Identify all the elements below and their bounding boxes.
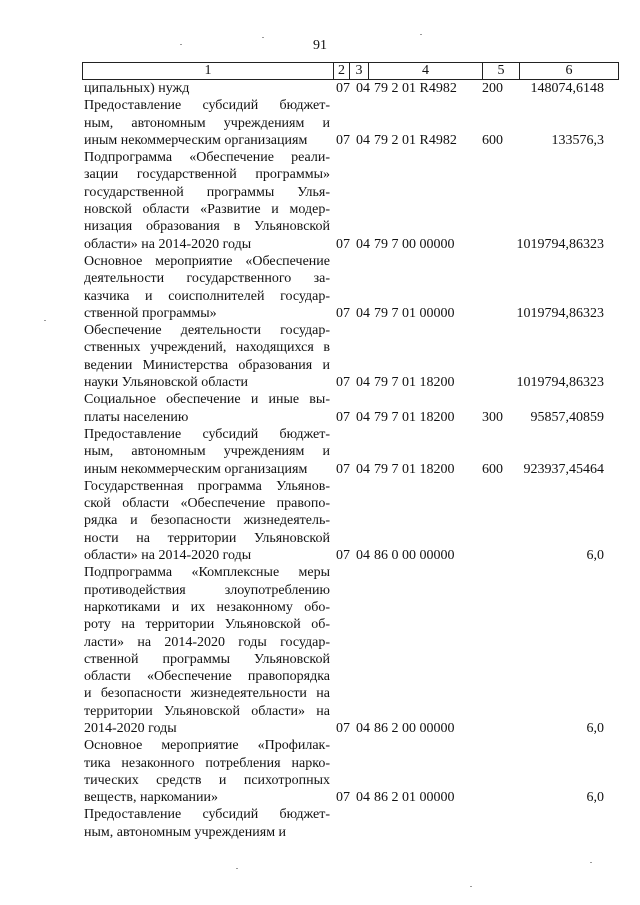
row-name-line: Подпрограмма «Обеспечение реали- <box>84 150 330 166</box>
row-name-line: низация образования в Ульяновской <box>84 219 330 235</box>
row-name-line: области «Обеспечение правопорядка <box>84 669 330 685</box>
row-amount: 923937,45464 <box>523 461 604 477</box>
expense-type-code: 200 <box>482 81 503 96</box>
column-header-name: 1 <box>83 63 334 80</box>
row-amount: 6,0 <box>586 548 604 564</box>
row-codes <box>336 461 512 478</box>
row-codes <box>336 720 512 737</box>
row-name-line: ным, автономным учреждениям и <box>84 824 287 840</box>
row-name-line: территории Ульяновской области» на <box>84 703 330 719</box>
section-code: 07 <box>336 236 350 252</box>
table-row <box>84 478 624 564</box>
row-amount: 1019794,86323 <box>516 375 604 391</box>
subsection-code: 04 <box>356 720 370 736</box>
target-article-code: 86 2 00 00000 <box>374 720 455 736</box>
section-code: 07 <box>336 132 350 148</box>
row-name-line: противодействия злоупотреблению <box>84 582 330 598</box>
expense-type-code: 600 <box>482 461 503 477</box>
row-name <box>84 391 330 426</box>
table-row <box>84 97 624 149</box>
row-name <box>84 806 330 841</box>
table-row <box>84 322 624 391</box>
table-row <box>84 806 624 841</box>
column-header-csr: 4 <box>369 63 483 80</box>
target-article-code: 79 7 01 00000 <box>374 305 455 321</box>
row-codes <box>336 824 512 841</box>
subsection-code: 04 <box>356 305 370 321</box>
section-code: 07 <box>336 375 350 391</box>
column-header-pr: 3 <box>350 63 369 80</box>
row-amount: 1019794,86323 <box>516 236 604 252</box>
row-name-line: ципальных) нужд <box>84 81 190 96</box>
row-name-line: роту на территории Ульяновской об- <box>84 617 330 633</box>
row-name-line: Социальное обеспечение и иные вы- <box>84 392 330 408</box>
row-name-line: области» на 2014-2020 годы <box>84 548 252 564</box>
target-article-code: 79 2 01 R4982 <box>374 132 457 148</box>
row-name <box>84 426 330 478</box>
section-code: 07 <box>336 461 350 477</box>
subsection-code: 04 <box>356 461 370 477</box>
table-row <box>84 391 624 426</box>
row-name-line: иным некоммерческим организациям <box>84 461 308 477</box>
subsection-code: 04 <box>356 132 370 148</box>
page-number: 91 <box>313 38 327 53</box>
row-name-line: области» на 2014-2020 годы <box>84 236 252 252</box>
section-code: 07 <box>336 548 350 564</box>
subsection-code: 04 <box>356 790 370 806</box>
table-row <box>84 80 624 97</box>
row-amount: 148074,6148 <box>530 81 604 96</box>
table-row <box>84 426 624 478</box>
row-amount: 6,0 <box>586 790 604 806</box>
row-name-line: деятельности государственного за- <box>84 271 330 287</box>
row-name <box>84 253 330 322</box>
row-name-line: 2014-2020 годы <box>84 720 177 736</box>
row-name-line: ской области «Обеспечение правопо- <box>84 496 330 512</box>
row-codes <box>336 789 512 806</box>
row-name-line: казчика и соисполнителей государ- <box>84 288 330 304</box>
row-codes <box>336 409 512 426</box>
row-name-line: ности на территории Ульяновской <box>84 530 330 546</box>
subsection-code: 04 <box>356 375 370 391</box>
row-name-line: ственных учреждений, находящихся в <box>84 340 330 356</box>
section-code: 07 <box>336 720 350 736</box>
row-name-line: ласти» на 2014-2020 годы государ- <box>84 634 330 650</box>
section-code: 07 <box>336 81 350 96</box>
table-row <box>84 564 624 737</box>
target-article-code: 79 7 00 00000 <box>374 236 455 252</box>
row-amount: 1019794,86323 <box>516 305 604 321</box>
row-codes <box>336 305 512 322</box>
table-row <box>84 149 624 253</box>
row-name-line: Основное мероприятие «Обеспечение <box>84 253 330 269</box>
expense-type-code: 600 <box>482 132 503 148</box>
row-name-line: тических средств и психотропных <box>84 772 330 788</box>
expense-type-code: 300 <box>482 409 503 425</box>
row-name-line: и безопасности жизнедеятельности на <box>84 686 330 702</box>
row-codes <box>336 80 512 97</box>
row-name-line: ным, автономным учреждениям и <box>84 444 330 460</box>
table-row <box>84 737 624 806</box>
row-name-line: иным некоммерческим организациям <box>84 132 308 148</box>
column-header-rz: 2 <box>334 63 350 80</box>
target-article-code: 79 7 01 18200 <box>374 461 455 477</box>
target-article-code: 86 2 01 00000 <box>374 790 455 806</box>
row-name-line: ственной программы Ульяновской <box>84 651 330 667</box>
row-amount: 6,0 <box>586 720 604 736</box>
row-name <box>84 149 330 253</box>
row-name <box>84 80 330 97</box>
row-codes <box>336 547 512 564</box>
column-header-row <box>83 63 619 80</box>
row-codes <box>336 132 512 149</box>
row-name-line: ведении Министерства образования и <box>84 357 330 373</box>
row-name-line: ным, автономным учреждениям и <box>84 115 330 131</box>
row-name-line: государственной программы Улья- <box>84 184 330 200</box>
row-name <box>84 737 330 806</box>
budget-table-body <box>84 80 624 841</box>
target-article-code: 79 7 01 18200 <box>374 375 455 391</box>
target-article-code: 86 0 00 00000 <box>374 548 455 564</box>
row-name-line: зации государственной программы» <box>84 167 330 183</box>
target-article-code: 79 7 01 18200 <box>374 409 455 425</box>
row-name-line: Подпрограмма «Комплексные меры <box>84 565 330 581</box>
row-name-line: веществ, наркомании» <box>84 790 219 806</box>
column-header-amount: 6 <box>520 63 619 80</box>
subsection-code: 04 <box>356 236 370 252</box>
row-codes <box>336 236 512 253</box>
subsection-code: 04 <box>356 548 370 564</box>
row-amount: 133576,3 <box>551 132 604 148</box>
column-header-vr: 5 <box>483 63 520 80</box>
row-name-line: рядка и безопасности жизнедеятель- <box>84 513 330 529</box>
row-name-line: Предоставление субсидий бюджет- <box>84 426 330 442</box>
row-name-line: науки Ульяновской области <box>84 375 249 391</box>
row-name-line: Государственная программа Ульянов- <box>84 478 330 494</box>
subsection-code: 04 <box>356 409 370 425</box>
row-name-line: наркотиками и их незаконному обо- <box>84 599 330 615</box>
table-row <box>84 253 624 322</box>
section-code: 07 <box>336 409 350 425</box>
row-name-line: Основное мероприятие «Профилак- <box>84 738 330 754</box>
row-name-line: новской области «Развитие и модер- <box>84 202 330 218</box>
row-amount: 95857,40859 <box>530 409 604 425</box>
row-name <box>84 322 330 391</box>
column-header-table <box>82 62 619 80</box>
row-name-line: тика незаконного потребления нарко- <box>84 755 330 771</box>
row-name <box>84 478 330 564</box>
target-article-code: 79 2 01 R4982 <box>374 81 457 96</box>
row-name-line: Предоставление субсидий бюджет- <box>84 98 330 114</box>
row-name-line: платы населению <box>84 409 189 425</box>
subsection-code: 04 <box>356 81 370 96</box>
section-code: 07 <box>336 790 350 806</box>
row-codes <box>336 374 512 391</box>
row-name-line: Предоставление субсидий бюджет- <box>84 807 330 823</box>
section-code: 07 <box>336 305 350 321</box>
row-name-line: Обеспечение деятельности государ- <box>84 323 330 339</box>
row-name-line: ственной программы» <box>84 305 217 321</box>
row-name <box>84 564 330 737</box>
row-name <box>84 97 330 149</box>
